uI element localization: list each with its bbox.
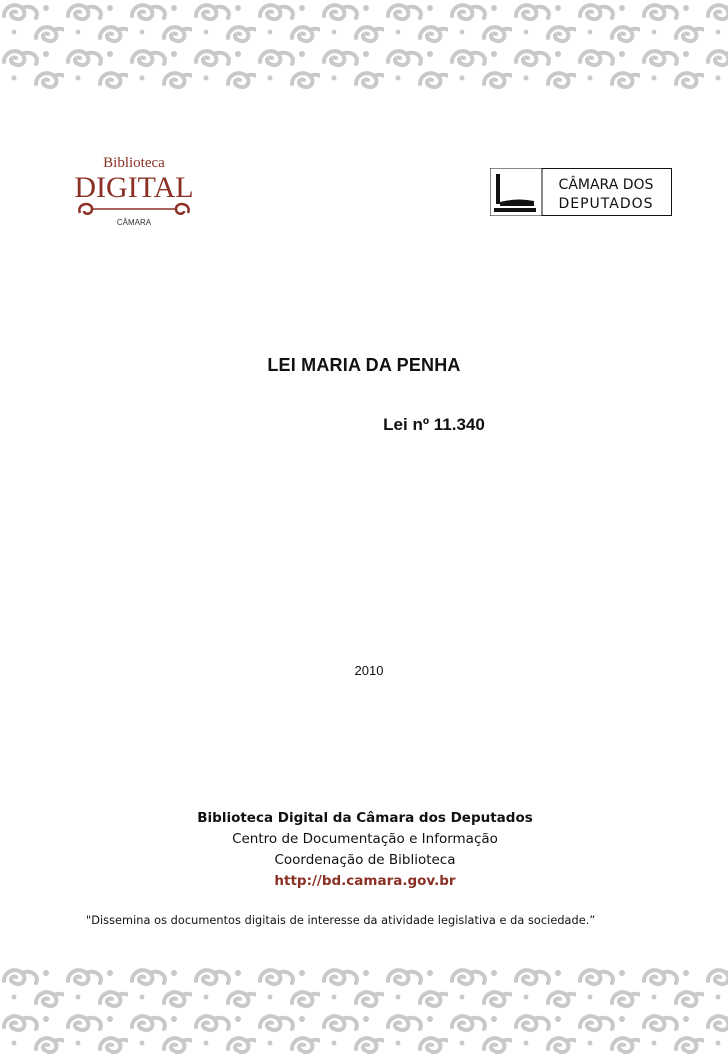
left-scroll-icon <box>79 204 92 214</box>
publication-year: 2010 <box>354 663 384 678</box>
motto-text: "Dissemina os documentos digitais de interesse da atividade legislativa e da sociedade.” <box>86 914 596 927</box>
footer-info <box>0 808 728 892</box>
right-scroll-icon <box>176 204 189 214</box>
biblioteca-digital-logo <box>72 147 196 231</box>
camara-deputados-logo <box>490 168 672 216</box>
document-title: LEI MARIA DA PENHA <box>267 355 461 375</box>
bottom-ornament-band <box>0 965 728 1057</box>
logo-camara-text: CÂMARA <box>116 218 152 227</box>
logo-deputados-text: DEPUTADOS <box>558 196 654 212</box>
documentation-center: Centro de Documentação e Informação <box>232 831 498 847</box>
top-ornament-band <box>0 0 728 92</box>
library-name: Biblioteca Digital da Câmara dos Deputados <box>197 810 533 826</box>
scroll-ornament <box>0 0 728 92</box>
logo-camara-dos-text: CÂMARA DOS <box>558 177 654 193</box>
library-url-link[interactable]: http://bd.camara.gov.br <box>274 873 456 889</box>
law-number: Lei nº 11.340 <box>383 415 485 434</box>
library-coordination: Coordenação de Biblioteca <box>274 852 456 868</box>
logo-digital-text: DIGITAL <box>74 171 194 204</box>
scroll-ornament <box>0 965 728 1057</box>
logo-biblioteca-text: Biblioteca <box>103 155 165 171</box>
